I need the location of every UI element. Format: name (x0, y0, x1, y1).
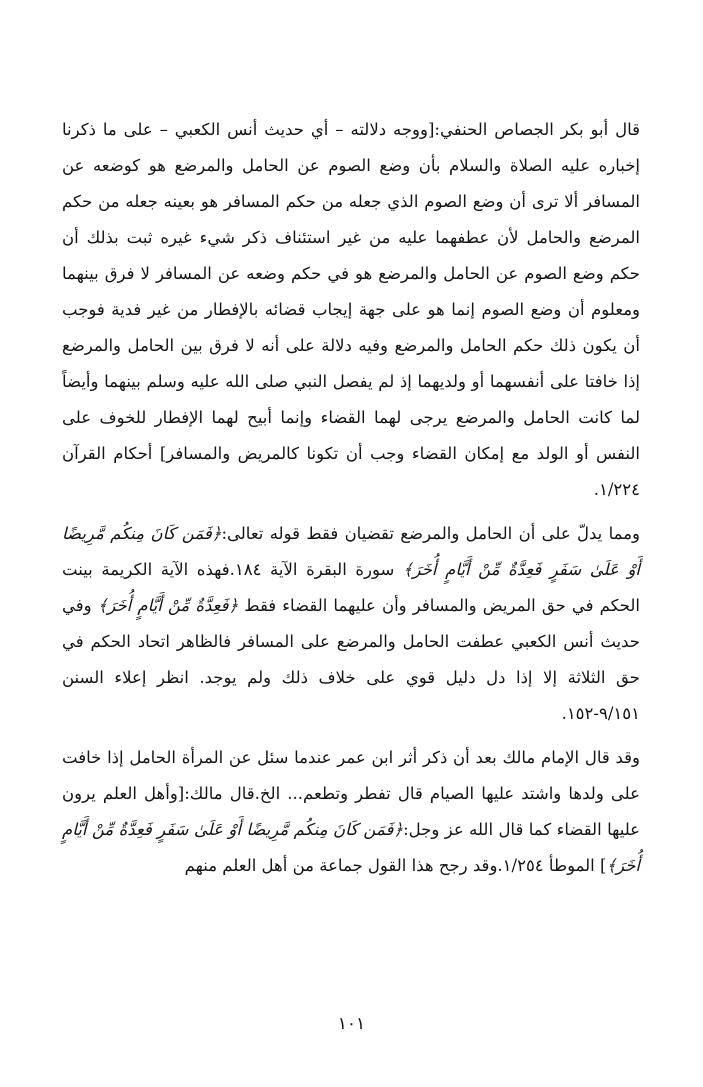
quran-verse: ﴿فَمَن كَانَ مِنكُم مَّرِيضًا أَوْ عَلَىٰ سَفَرٍ فَعِدَّةٌ مِّنْ أَيَّامٍ أُخَرَ﴾ (62, 524, 640, 579)
paragraph-malik (62, 740, 640, 884)
text-segment: وقد قال الإمام مالك بعد أن ذكر أثر ابن عمر عندما سئل عن المرأة الحامل إذا خافت على ولدها واشتد عليها الصيام قال تفطر وتطعم... الخ.قال مالك:[وأهل العلم يرون عليها القضاء كما قال الله عز وجل: (62, 748, 641, 839)
text-segment: ] الموطأ ١/٢٥٤.وقد رجح هذا القول جماعة من أهل العلم منهم (184, 856, 607, 875)
text-segment: سورة البقرة الآية ١٨٤.فهذه الآية الكريمة بينت الحكم في حق المريض والمسافر وأن عليهما القضاء فقط (62, 560, 640, 615)
text-segment: ومما يدلّ على أن الحامل والمرضع تقضيان فقط قوله تعالى: (221, 524, 640, 543)
page-number: ١٠١ (337, 1014, 366, 1034)
text-segment: وفي حديث أنس الكعبي عطفت الحامل والمرضع على المسافر فالظاهر اتحاد الحكم في حق الثلاثة إلا إذا دل دليل قوي على خلاف ذلك ولم يوجد. انظر إعلاء السنن ٩/١٥١-١٥٢. (62, 596, 640, 723)
text-segment: قال أبو بكر الجصاص الحنفي:[ووجه دلالته – أي حديث أنس الكعبي – على ما ذكرنا إخباره عليه الصلاة والسلام بأن وضع الصوم عن الحامل والمرضع هو كوضعه عن المسافر ألا ترى أن وضع الصوم الذي جعله من حكم المسافر هو بعينه جعله من حكم المرضع والحامل لأن عطفهما عليه من غير استئناف ذكر شيء غيره ثبت بذلك أن حكم وضع الصوم عن الحامل والمرضع هو في حكم وضعه عن المسافر لا فرق بينهما ومعلوم أن وضع الصوم إنما هو على جهة إيجاب قضائه بالإفطار من غير فدية فوجب أن يكون ذلك حكم الحامل والمرضع وفيه دلالة على أنه لا فرق بين الحامل والمرضع إذا خافتا على أنفسهما أو ولديهما إذ لم يفصل النبي صلى الله عليه وسلم بينهما وأيضاً لما كانت الحامل والمرضع يرجى لهما القضاء وإنما أبيح لهما الإفطار للخوف على النفس أو الولد مع إمكان القضاء وجب أن تكونا كالمريض والمسافر] أحكام القرآن ١/٢٢٤. (62, 120, 640, 499)
paragraph-jassas-quote (62, 112, 640, 508)
body-text (62, 112, 640, 884)
quran-verse: ﴿فَعِدَّةٌ مِّنْ أَيَّامٍ أُخَرَ﴾ (97, 596, 239, 615)
paragraph-evidence (62, 516, 640, 732)
quran-verse: ﴿فَمَن كَانَ مِنكُم مَّرِيضًا أَوْ عَلَىٰ سَفَرٍ فَعِدَّةٌ مِّنْ أَيَّامٍ أُخَرَ﴾ (62, 820, 640, 875)
